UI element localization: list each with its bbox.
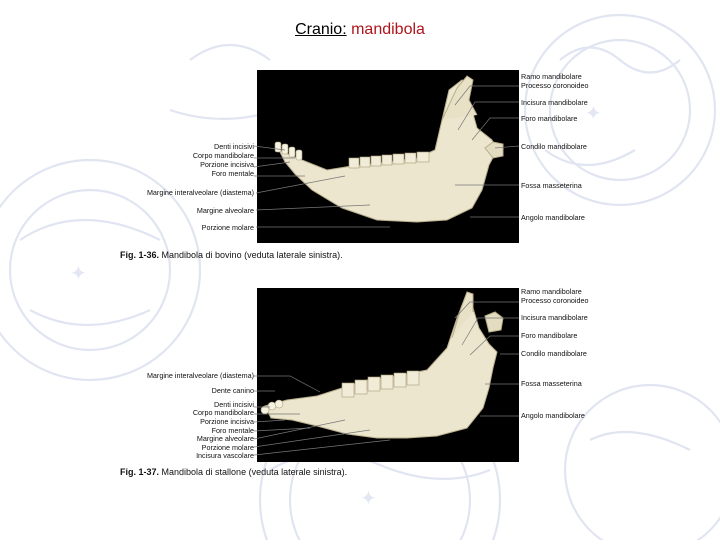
fig2-label-dente-canino: Dente canino xyxy=(211,386,254,395)
fig1-label-fossa-masseterina: Fossa masseterina xyxy=(521,181,582,190)
fig1-label-angolo-mandibolare: Angolo mandibolare xyxy=(521,213,585,222)
fig2-caption-text: Mandibola di stallone (veduta laterale sinistra). xyxy=(159,467,348,477)
fig1-label-ramo-mandibolare: Ramo mandibolare xyxy=(521,72,582,81)
fig1-caption-number: Fig. 1-36. xyxy=(120,250,160,260)
fig2-label-foro-mentale: Foro mentale xyxy=(211,426,254,435)
title-prefix: Cranio: xyxy=(295,21,347,38)
fig1-label-incisura-mandibolare: Incisura mandibolare xyxy=(521,98,588,107)
fig2-label-corpo-mandibolare: Corpo mandibolare xyxy=(192,408,254,417)
svg-text:✦: ✦ xyxy=(585,101,602,125)
fig2-label-margine-interalveolare: Margine interalveolare (diastema) xyxy=(146,371,254,380)
fig2-label-porzione-molare: Porzione molare xyxy=(201,443,254,452)
fig1-caption-text: Mandibola di bovino (veduta laterale sinistra). xyxy=(159,250,343,260)
bovine-mandible-image xyxy=(257,70,519,243)
fig2-label-angolo-mandibolare: Angolo mandibolare xyxy=(521,411,585,420)
svg-text:✦: ✦ xyxy=(70,261,87,285)
fig2-caption-number: Fig. 1-37. xyxy=(120,467,160,477)
horse-condyle xyxy=(485,312,503,332)
fig1-label-foro-mandibolare: Foro mandibolare xyxy=(521,114,578,123)
fig2-label-foro-mandibolare: Foro mandibolare xyxy=(521,331,578,340)
fig2-label-incisura-mandibolare: Incisura mandibolare xyxy=(521,313,588,322)
horse-mandible-image xyxy=(257,288,519,462)
fig1-label-condilo-mandibolare: Condilo mandibolare xyxy=(521,142,587,151)
fig2-label-fossa-masseterina: Fossa masseterina xyxy=(521,379,582,388)
fig2-label-condilo-mandibolare: Condilo mandibolare xyxy=(521,349,587,358)
fig1-label-porzione-incisiva: Porzione incisiva xyxy=(200,160,254,169)
svg-text:✦: ✦ xyxy=(360,486,377,510)
fig2-label-incisura-vascolare: Incisura vascolare xyxy=(196,451,254,460)
fig1-label-margine-alveolare: Margine alveolare xyxy=(196,206,254,215)
fig2-label-margine-alveolare: Margine alveolare xyxy=(196,434,254,443)
fig1-label-denti-incisivi: Denti incisivi xyxy=(214,142,254,151)
page-title xyxy=(0,21,720,39)
title-subject: mandibola xyxy=(346,21,425,38)
fig2-label-denti-incisivi: Denti incisivi xyxy=(214,400,254,409)
fig1-label-margine-interalveolare: Margine interalveolare (diastema) xyxy=(146,188,254,197)
fig2-label-porzione-incisiva: Porzione incisiva xyxy=(200,417,254,426)
fig1-label-corpo-mandibolare: Corpo mandibolare xyxy=(192,151,254,160)
fig1-caption xyxy=(120,250,343,260)
fig1-label-processo-coronoideo: Processo coronoideo xyxy=(521,81,589,90)
fig2-label-processo-coronoideo: Processo coronoideo xyxy=(521,296,589,305)
fig1-label-porzione-molare: Porzione molare xyxy=(201,223,254,232)
fig1-label-foro-mentale: Foro mentale xyxy=(211,169,254,178)
fig2-label-ramo-mandibolare: Ramo mandibolare xyxy=(521,287,582,296)
fig2-caption xyxy=(120,467,347,477)
